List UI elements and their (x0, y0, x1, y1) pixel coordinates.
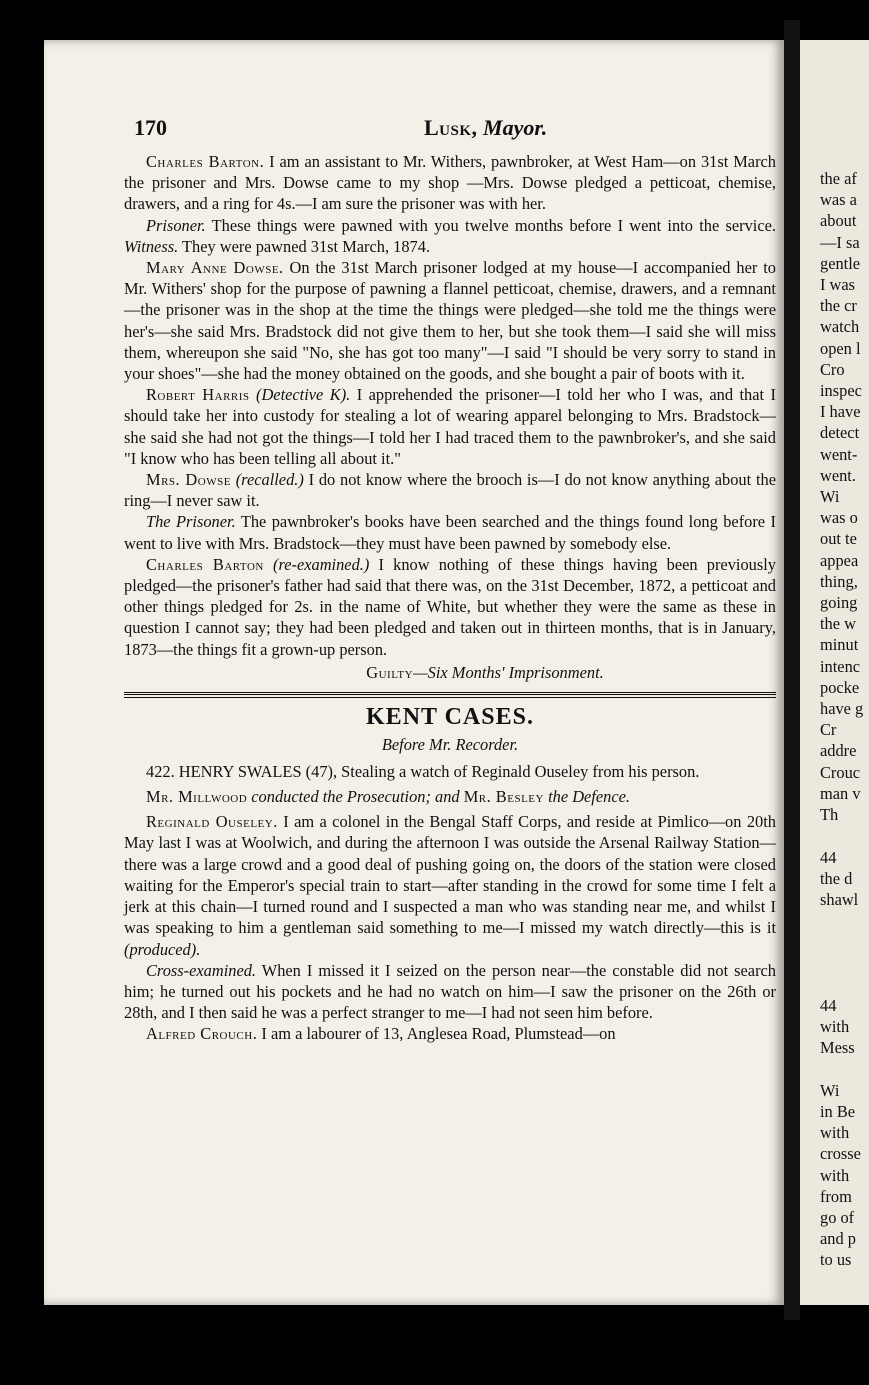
right-page-line: gentle (820, 253, 861, 273)
right-page-line: the d (820, 868, 853, 888)
verdict-sentence: —Six Months' Imprisonment. (413, 662, 604, 682)
speaker: Reginald Ouseley. (146, 812, 278, 832)
paragraph-text: I am an assistant to Mr. Withers, pawnbroker, at West Ham—on 31st March the prisoner and Mrs. Dowse came to my shop —Mrs. Dowse pledged a petticoat, chemise, drawers, and a ring for 4s.—I am sure the prisoner was with her. (124, 152, 776, 214)
counsel-text: the Defence. (543, 787, 630, 807)
right-page-column (820, 168, 863, 1271)
testimony-paragraph (124, 960, 776, 1024)
right-page-line: intenc (820, 656, 861, 676)
right-page-line: in Be (820, 1101, 856, 1121)
paragraph-tail: (produced). (124, 939, 201, 959)
paragraph-text: On the 31st March prisoner lodged at my house—I accompanied her to Mr. Withers' shop for the purpose of pawning a flannel petticoat, chemise, drawers, and a remnant—the prisoner was in the shop at the time the things were pledged—she told me the things were her's—she said Mrs. Bradstock did not give them to her, but she took them—I said she will miss them, whereupon she said "No, she has got too many"—I said "I should be very sorry to stand in your shoes"—she had the money obtained on the goods, and she bought a pair of boots with it. (124, 258, 776, 384)
right-page-line: with (820, 1017, 850, 1037)
paragraph-text: I am a colonel in the Bengal Staff Corps, and reside at Pimlico—on 20th May last I was at Woolwich, and during the afternoon I was outside the Arsenal Railway Station—there was a large crowd and a good deal of pushing going on, the doors of the station were closed waiting for the Emperor's special train to start—after standing in the crowd for some time I felt a jerk at this chain—I turned round and I suspected a man who was standing near me, and whilst I was speaking to him a gentleman said something to me—I missed my watch directly—this is it (124, 812, 776, 938)
right-page-line: I have (820, 402, 861, 422)
section-divider (124, 692, 776, 698)
paragraph-text: I do not know where the brooch is—I do not know anything about the ring—I never saw it. (124, 470, 776, 511)
testimony-paragraph (124, 511, 776, 553)
right-page-line (820, 931, 863, 952)
right-page-line: Mess (820, 1038, 855, 1058)
before-line: Before Mr. Recorder. (381, 734, 519, 754)
testimony-paragraph (124, 469, 776, 511)
book-gutter (784, 20, 800, 1320)
right-page-line: go of (820, 1207, 855, 1227)
right-page-line (820, 1059, 863, 1080)
right-page-line (820, 974, 863, 995)
case-number-name: 422. HENRY SWALES (47), (146, 761, 338, 781)
right-page-line: went- (820, 444, 858, 464)
right-page-line: about (820, 211, 857, 231)
right-page-line: 44 (820, 847, 837, 867)
speaker: Cross-examined. (146, 960, 257, 980)
right-page-line: open l (820, 338, 861, 358)
paragraph-text: They were pawned 31st March, 1874. (178, 236, 431, 256)
counsel-text: conducted the Prosecution; and (247, 787, 464, 807)
right-page-line: going (820, 593, 858, 613)
text-block (124, 115, 776, 1045)
paragraph-text: When I missed it I seized on the person near—the constable did not search him; he turned out his pockets and he had no watch on him—I saw the prisoner on the 26th or 28th, and I then said he was a perfect stranger to me—I had not seen him before. (124, 960, 776, 1023)
right-page-line: and p (820, 1229, 856, 1249)
testimony-paragraph (124, 1023, 776, 1044)
defence-counsel: Mr. Besley (463, 787, 544, 807)
speaker-note: (Detective K). (256, 385, 351, 405)
testimony-paragraph (124, 554, 776, 660)
right-page-line: appea (820, 550, 859, 570)
paragraph-text: I know nothing of these things having been previously pledged—the prisoner's father had said that there was, on the 31st December, 1872, a petticoat and other things pledged for 2s. in the name of White, but whether they were the same as these in question I cannot say; they had been pledged and taken out in thirteen months, that is in January, 1873—the things fit a grown-up person. (124, 554, 776, 659)
case-heading (124, 761, 776, 782)
testimony-paragraph (124, 384, 776, 469)
right-page-line (820, 825, 863, 846)
paragraph-text: I am a labourer of 13, Anglesea Road, Plumstead—on (257, 1024, 616, 1044)
testimony-paragraph (124, 151, 776, 215)
right-page-line: I was (820, 275, 856, 295)
right-page-line: Crouc (820, 762, 861, 782)
right-page-line: Th (820, 805, 839, 825)
prosecution-counsel: Mr. Millwood (146, 787, 248, 807)
right-page-line: Cro (820, 359, 845, 379)
right-page-line: went. (820, 465, 856, 485)
right-page-line: detect (820, 423, 860, 443)
running-head-title: Mayor. (483, 115, 548, 140)
right-page-line: with (820, 1123, 850, 1143)
right-page-line: —I sa (820, 232, 860, 252)
right-page-line: watch (820, 317, 860, 337)
speaker: Alfred Crouch. (146, 1024, 258, 1044)
speaker: Robert Harris (146, 385, 250, 405)
left-page (44, 40, 784, 1305)
section-title: KENT CASES. (366, 703, 534, 730)
right-page-line: the af (820, 169, 857, 188)
speaker: Charles Barton. (146, 152, 265, 171)
right-page-line: 44 (820, 995, 837, 1015)
counsel-line (124, 786, 776, 807)
right-page-line (820, 910, 863, 931)
right-page-line: Wi (820, 1080, 840, 1100)
right-page-line: with (820, 1165, 850, 1185)
right-page-line: the w (820, 614, 856, 634)
testimony-paragraph (124, 257, 776, 384)
right-page-line: thing, (820, 571, 858, 591)
paragraph-text: The pawnbroker's books have been searched and the things found long before I went to live with Mrs. Bradstock—they must have been pawned by somebody else. (124, 512, 776, 553)
right-page-line: out te (820, 529, 857, 549)
right-page-line (820, 953, 863, 974)
running-head (424, 115, 547, 141)
speaker: Witness. (124, 236, 179, 256)
right-page-line: inspec (820, 381, 862, 401)
speaker: The Prisoner. (146, 512, 236, 532)
right-page-line: was a (820, 190, 857, 210)
case-charge: Stealing a watch of Reginald Ouseley from his person. (337, 761, 700, 781)
right-page-line: Wi (820, 487, 840, 507)
page-number: 170 (134, 115, 167, 140)
speaker: Mrs. Dowse (146, 470, 231, 490)
right-page-line: was o (820, 508, 858, 528)
right-page-line: pocke (820, 677, 860, 697)
speaker: Prisoner. (146, 215, 206, 235)
verdict (194, 662, 776, 684)
testimony-paragraph (124, 215, 776, 257)
right-page-line: crosse (820, 1144, 861, 1164)
speaker-note: (recalled.) (235, 470, 304, 490)
speaker-note: (re-examined.) (273, 554, 370, 574)
speaker: Mary Anne Dowse. (146, 258, 284, 278)
verdict-guilty: Guilty (366, 662, 414, 682)
speaker: Charles Barton (146, 554, 264, 574)
right-page-line: have g (820, 699, 864, 719)
right-page-line: the cr (820, 296, 857, 316)
right-page-fragment (800, 40, 869, 1305)
right-page-line: shawl (820, 889, 859, 909)
running-head-name: Lusk, (424, 115, 478, 140)
testimony-paragraph (124, 811, 776, 959)
paragraph-text: These things were pawned with you twelve months before I went into the service. (205, 215, 776, 235)
right-page-line: addre (820, 741, 857, 761)
page-header (124, 115, 776, 151)
right-page-line: Cr (820, 720, 837, 740)
paragraph-text: I apprehended the prisoner—I told her who I was, and that I should take her into custody for stealing a lot of wearing apparel belonging to Mrs. Bradstock—she said she had not got the things—I told her I had traced them to the pawnbroker's, and she said "I know who has been telling all about it." (124, 385, 776, 468)
right-page-line: from (820, 1186, 852, 1206)
right-page-line: to us (820, 1250, 852, 1270)
right-page-line: man v (820, 783, 861, 803)
right-page-line: minut (820, 635, 859, 655)
